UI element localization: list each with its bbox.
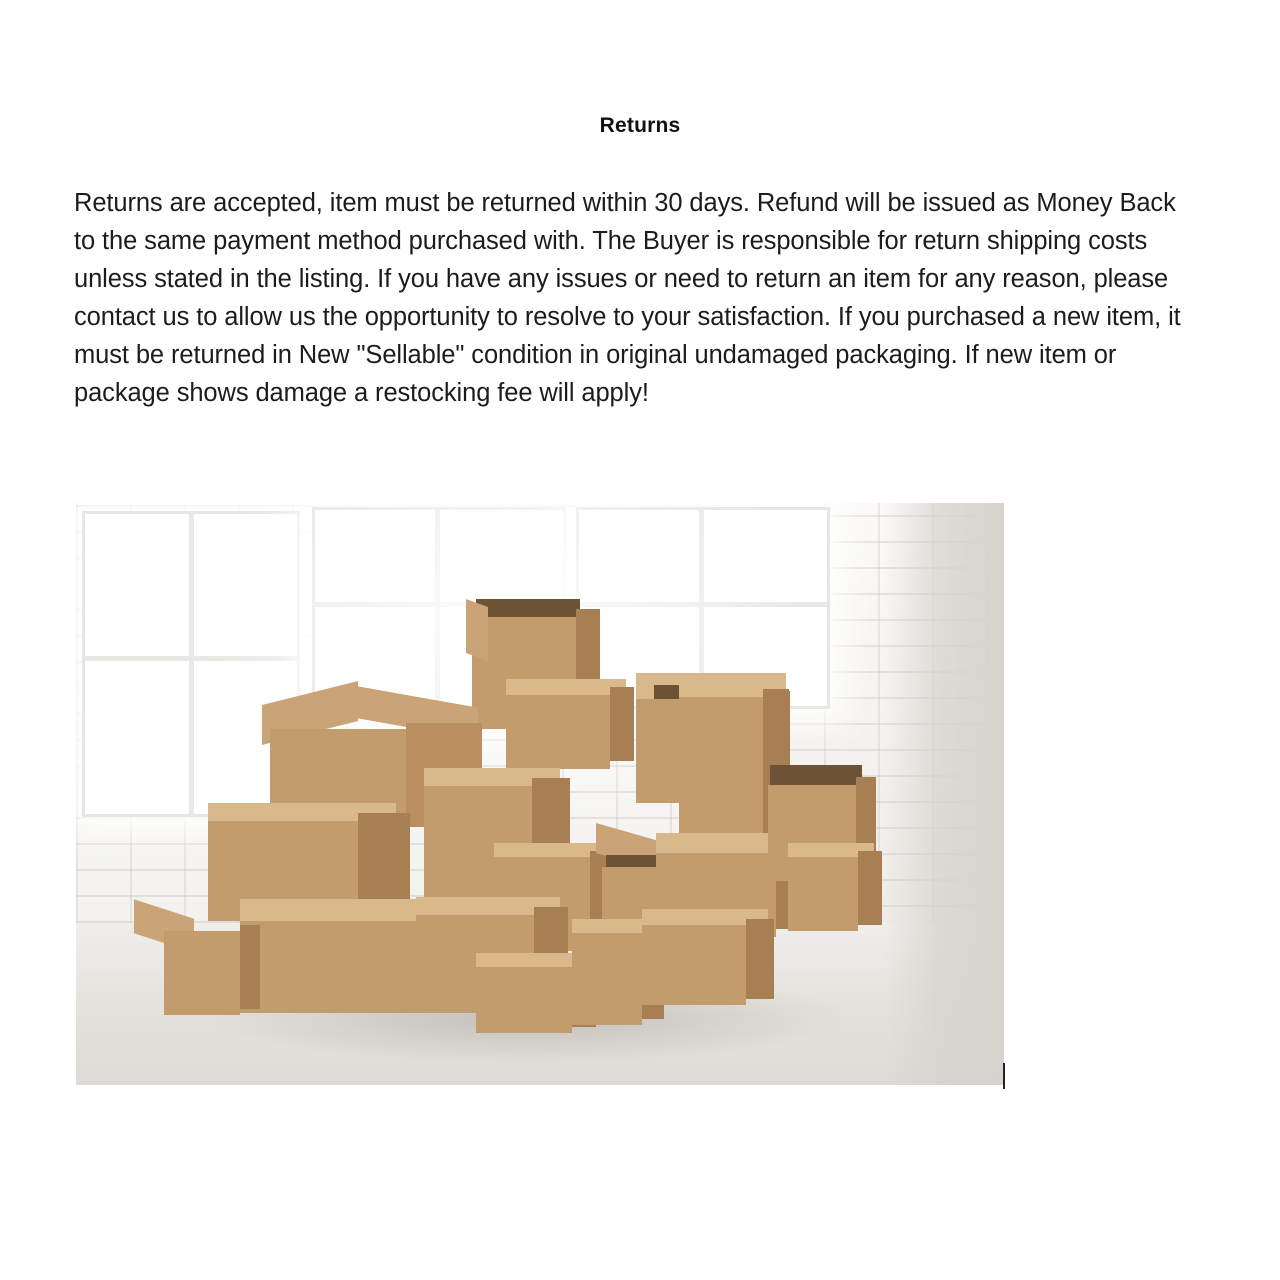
page-title: Returns <box>599 114 681 137</box>
photo-scene <box>76 503 1004 1085</box>
cardboard-box <box>506 679 636 769</box>
wall-column-right <box>884 503 1004 1085</box>
cardboard-box <box>642 909 782 1009</box>
cardboard-box <box>134 909 264 1019</box>
boxes-photo <box>76 503 1004 1085</box>
returns-policy-text: Returns are accepted, item must be returned within 30 days. Refund will be issued as Money Back to the same payment method purchased with. The Buyer is responsible for return shipping costs unless stated in the listing. If you have any issues or need to return an item for any reason, please contact us to allow us the opportunity to resolve to your satisfaction. If you purchased a new item, it must be returned in New "Sellable" condition in original undamaged packaging. If new item or package shows damage a restocking fee will apply! <box>74 189 1181 407</box>
text-cursor <box>1003 1063 1005 1089</box>
cardboard-box <box>788 843 886 933</box>
